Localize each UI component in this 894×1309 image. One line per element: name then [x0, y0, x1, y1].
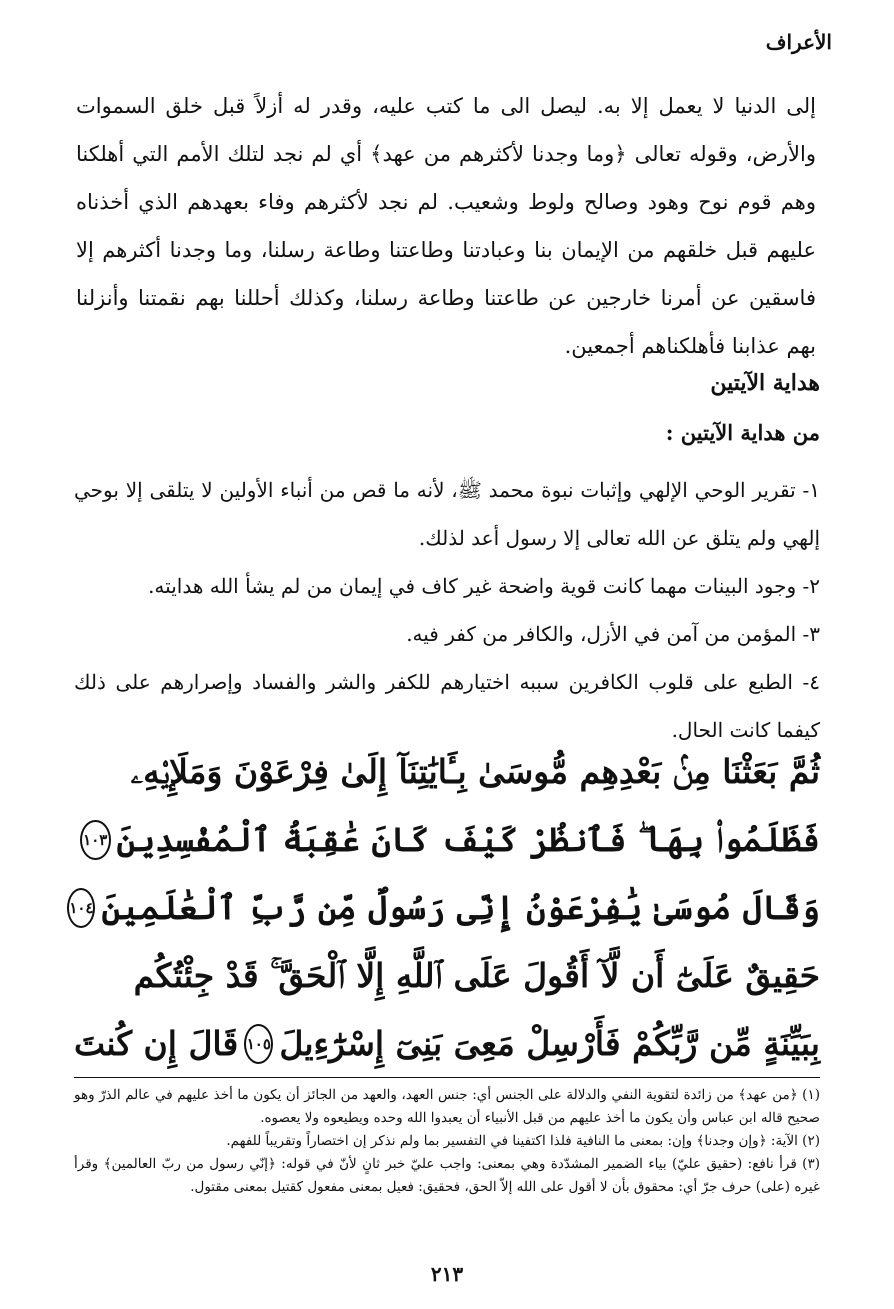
commentary-paragraph: إلى الدنيا لا يعمل إلا به. ليصل الى ما كتب عليه، وقدر له أزلاً قبل خلق السموات والأرض، وقوله تعالى ﴿وما وجدنا لأكثرهم من عهد﴾ أي لم نجد لتلك الأمم التي أهلكنا وهم قوم نوح وهود وصالح ولوط وشعيب. لم نجد لأكثرهم وفاء بعهدهم الذي أخذناه عليهم قبل خلقهم من الإيمان بنا وعبادتنا وطاعتنا وطاعة رسلنا، وما وجدنا أكثرهم إلا فاسقين عن أمرنا خارجين عن طاعتنا وطاعة رسلنا، وكذلك أحللنا بهم نقمتنا وأنزلنا بهم عذابنا فأهلكناهم أجمعين.	[76, 94, 816, 358]
quran-line	[69, 874, 820, 942]
verse-text: بِبَيِّنَةٍ مِّن رَّبِّكُمْ فَأَرْسِلْ مَعِىَ بَنِىٓ إِسْرَٰٓءِيلَ	[279, 1024, 820, 1063]
running-head: الأعراف	[765, 30, 832, 54]
section-title: هداية الآيتين	[710, 370, 820, 396]
footnote: (٢) الآية: ﴿وإن وجدنا﴾ وإن: بمعنى ما النافية فلذا اكتفينا في التفسير بما ولم نذكر إن اختصاراً وتقريباً للفهم.	[226, 1133, 820, 1149]
lesson-item: ١- تقرير الوحي الإلهي وإثبات نبوة محمد ﷺ، لأنه ما قص من أنباء الأولين لا يتلقى إلا بوحي إلهي ولم يتلق عن الله تعالى إلا رسول أعد لذلك.	[74, 478, 820, 550]
verse-text: قَالَ إِن كُنتَ	[74, 1024, 239, 1063]
sub-title: من هداية الآيتين :	[665, 420, 820, 445]
quran-line	[74, 942, 820, 1010]
quran-line	[74, 1010, 820, 1078]
ayah-number-marker: ١٠٣	[80, 820, 111, 860]
footnote-divider	[74, 1077, 820, 1078]
lessons-list	[74, 466, 820, 754]
verse-text: حَقِيقٌ عَلَىٰٓ أَن لَّآ أَقُولَ عَلَى ٱللَّهِ إِلَّا ٱلْحَقَّ ۚ قَدْ جِئْتُكُم	[133, 956, 820, 995]
quran-verses	[69, 738, 820, 1078]
ayah-number-marker: ١٠٤	[67, 888, 95, 928]
footnotes	[74, 1084, 820, 1199]
lesson-item: ٣- المؤمن من آمن في الأزل، والكافر من كفر فيه.	[406, 622, 820, 646]
verse-text: وَقَالَ مُوسَىٰ يَٰفِرْعَوْنُ إِنِّى رَسُولٌ مِّن رَّبِّ ٱلْعَٰلَمِينَ	[101, 888, 820, 927]
ayah-number-marker: ١٠٥	[244, 1024, 273, 1064]
lesson-item: ٢- وجود البينات مهما كانت قوية واضحة غير كاف في إيمان من لم يشأ الله هدايته.	[148, 574, 820, 598]
lesson-item: ٤- الطبع على قلوب الكافرين سببه اختيارهم للكفر والشر والفساد وإصرارهم على ذلك كيفما كانت الحال.	[74, 670, 820, 742]
quran-line	[74, 738, 820, 806]
footnote: (١) ﴿من عهد﴾ من زائدة لتقوية النفي والدلالة على الجنس أي: جنس العهد، والعهد من الجائز أن يكون ما أخذ عليهم في عالم الذرّ وهو صحيح قاله ابن عباس وأن يكون ما أخذ عليهم من قبل الأنبياء أن يعبدوا الله وحده ويطيعوه ولا يعصوه.	[74, 1087, 820, 1126]
page-number: ٢١٣	[430, 1262, 464, 1286]
footnote: (٣) قرأ نافع: (حقيق عليّ) بياء الضمير المشدّدة وهي بمعنى: واجب عليّ خبر ثانٍ لأنّ في قوله: ﴿إنّي رسول من ربّ العالمين﴾ وقرأ غيره (على) حرف جرّ أي: محقوق بأن لا أقول على الله إلاّ الحق، فحقيق: فعيل بمعنى مفعول كقتيل بمعنى مقتول.	[74, 1156, 820, 1195]
verse-text: ثُمَّ بَعَثْنَا مِنۢ بَعْدِهِم مُّوسَىٰ بِـَٔايَٰتِنَآ إِلَىٰ فِرْعَوْنَ وَمَلَإِي۟هِۦ	[130, 752, 820, 791]
quran-line	[74, 806, 820, 874]
verse-text: فَظَلَمُوا۟ بِهَا ۖ فَٱنظُرْ كَيْفَ كَانَ عَٰقِبَةُ ٱلْمُفْسِدِينَ	[116, 820, 820, 859]
